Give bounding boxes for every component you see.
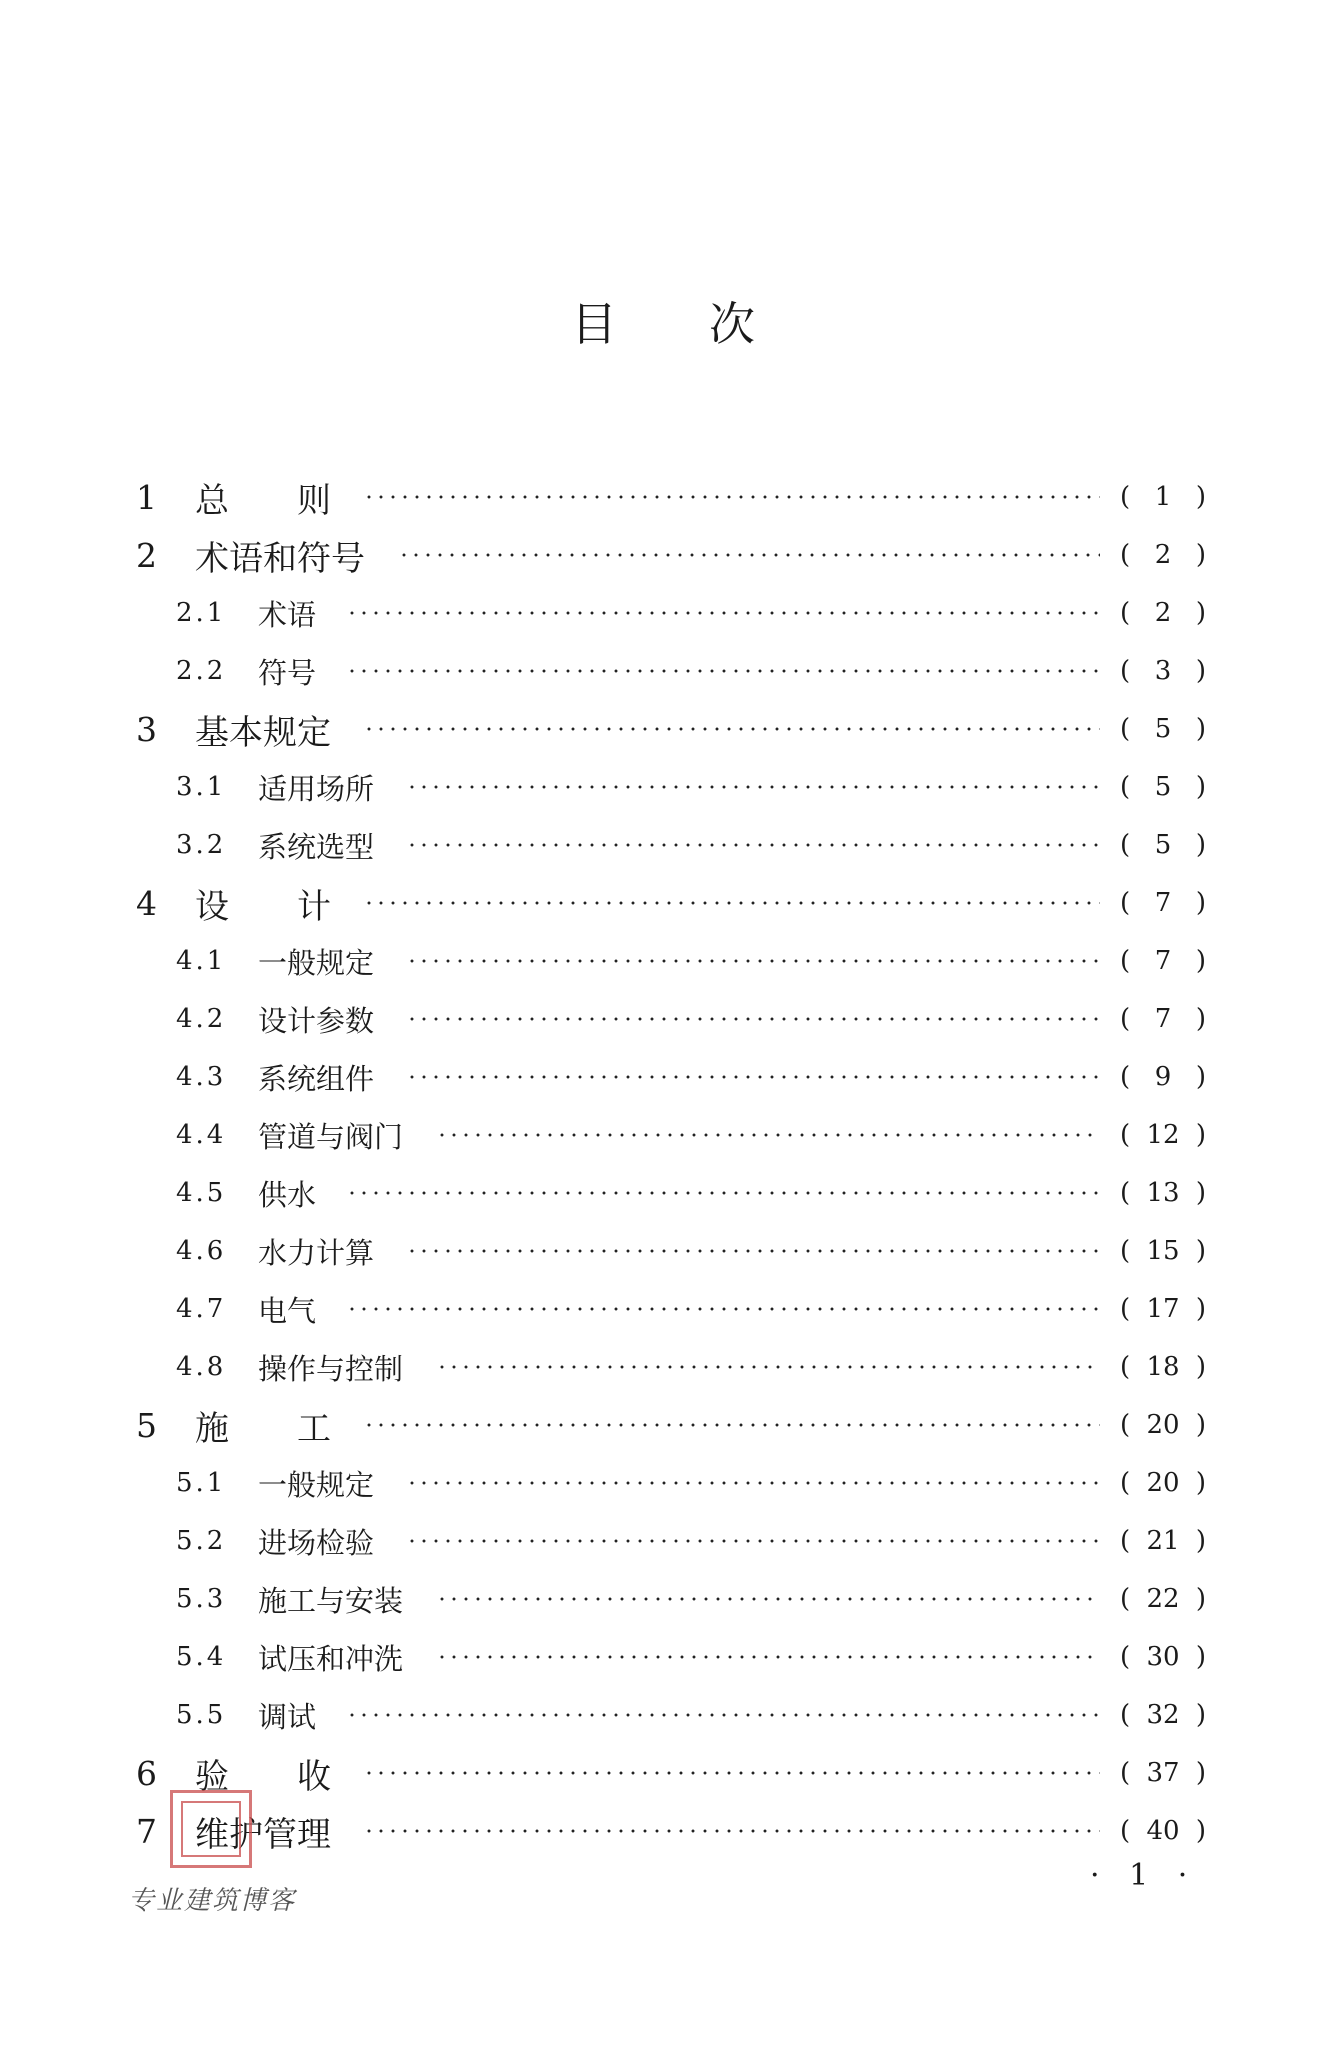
open-paren: ( [1120, 1004, 1131, 1034]
toc-title: 施 工 [195, 1408, 331, 1449]
page-number: · 1 · [1090, 1858, 1198, 1893]
toc-chapter-row[interactable] [0, 874, 1326, 932]
toc-page-ref [1120, 1120, 1206, 1150]
close-paren: ) [1195, 1816, 1206, 1846]
toc-page-number: 2 [1154, 598, 1172, 628]
toc-number: 5.4 [176, 1642, 227, 1672]
toc-page-ref [1120, 946, 1206, 976]
close-paren: ) [1195, 888, 1206, 918]
close-paren: ) [1195, 1468, 1206, 1498]
toc-page-number: 7 [1154, 946, 1172, 976]
open-paren: ( [1120, 482, 1131, 512]
close-paren: ) [1195, 1700, 1206, 1730]
toc-number: 4.2 [176, 1004, 227, 1034]
toc-title: 一般规定 [258, 945, 375, 980]
toc-title: 一般规定 [258, 1467, 375, 1502]
open-paren: ( [1120, 1642, 1131, 1672]
toc-title: 试压和冲洗 [258, 1641, 404, 1676]
toc-page-ref [1120, 1526, 1206, 1556]
toc-page-number: 7 [1154, 888, 1172, 918]
toc-subsection-row[interactable] [0, 1512, 1326, 1570]
toc-page-ref [1120, 1642, 1206, 1672]
toc-dot-leader [363, 495, 1100, 499]
open-paren: ( [1120, 1236, 1131, 1266]
toc-dot-leader [346, 1713, 1100, 1717]
toc-page-number: 13 [1146, 1178, 1180, 1208]
toc-subsection-row[interactable] [0, 758, 1326, 816]
toc-number: 2 [136, 535, 157, 575]
toc-page-number: 21 [1146, 1526, 1180, 1556]
toc-number: 6 [136, 1753, 157, 1793]
close-paren: ) [1195, 946, 1206, 976]
toc-title: 施工与安装 [258, 1583, 404, 1618]
toc-dot-leader [363, 1423, 1100, 1427]
toc-chapter-row[interactable] [0, 1396, 1326, 1454]
toc-number: 4.1 [176, 946, 227, 976]
toc-title: 电气 [258, 1293, 317, 1328]
toc-dot-leader [406, 1075, 1100, 1079]
seal-stamp [170, 1790, 252, 1868]
open-paren: ( [1120, 1352, 1131, 1382]
close-paren: ) [1195, 1120, 1206, 1150]
open-paren: ( [1120, 1410, 1131, 1440]
toc-title: 维护管理 [195, 1814, 331, 1855]
toc-number: 2.1 [176, 598, 227, 628]
toc-dot-leader [346, 669, 1100, 673]
toc-number: 5.2 [176, 1526, 227, 1556]
toc-dot-leader [436, 1655, 1100, 1659]
toc-page-number: 1 [1154, 482, 1172, 512]
open-paren: ( [1120, 1468, 1131, 1498]
toc-subsection-row[interactable] [0, 1164, 1326, 1222]
open-paren: ( [1120, 772, 1131, 802]
toc-page-ref [1120, 598, 1206, 628]
toc-dot-leader [406, 959, 1100, 963]
toc-page-ref [1120, 1468, 1206, 1498]
toc-page-number: 32 [1146, 1700, 1180, 1730]
close-paren: ) [1195, 1642, 1206, 1672]
open-paren: ( [1120, 714, 1131, 744]
toc-page-ref [1120, 714, 1206, 744]
toc-page-ref [1120, 1758, 1206, 1788]
toc-dot-leader [436, 1365, 1100, 1369]
toc-number: 3.2 [176, 830, 227, 860]
toc-page-ref [1120, 1004, 1206, 1034]
toc-page-number: 20 [1146, 1410, 1180, 1440]
toc-page-ref [1120, 540, 1206, 570]
toc-number: 4.5 [176, 1178, 227, 1208]
open-paren: ( [1120, 946, 1131, 976]
toc-title: 进场检验 [258, 1525, 375, 1560]
toc-number: 5.3 [176, 1584, 227, 1614]
toc-number: 5 [136, 1405, 157, 1445]
close-paren: ) [1195, 656, 1206, 686]
toc-page-number: 20 [1146, 1468, 1180, 1498]
close-paren: ) [1195, 1584, 1206, 1614]
close-paren: ) [1195, 1178, 1206, 1208]
toc-subsection-row[interactable] [0, 1106, 1326, 1164]
toc-page-ref [1120, 1062, 1206, 1092]
toc-number: 4.3 [176, 1062, 227, 1092]
toc-title: 系统组件 [258, 1061, 375, 1096]
toc-dot-leader [363, 901, 1100, 905]
toc-title: 基本规定 [195, 712, 331, 753]
toc-title: 术语和符号 [195, 538, 365, 579]
toc-number: 4.4 [176, 1120, 227, 1150]
close-paren: ) [1195, 598, 1206, 628]
toc-subsection-row[interactable] [0, 1570, 1326, 1628]
toc-dot-leader [363, 727, 1100, 731]
toc-dot-leader [436, 1597, 1100, 1601]
close-paren: ) [1195, 714, 1206, 744]
toc-page-ref [1120, 1178, 1206, 1208]
toc-title: 调试 [258, 1699, 317, 1734]
toc-dot-leader [406, 1539, 1100, 1543]
close-paren: ) [1195, 1062, 1206, 1092]
open-paren: ( [1120, 888, 1131, 918]
toc-dot-leader [398, 553, 1100, 557]
open-paren: ( [1120, 1120, 1131, 1150]
toc-title: 操作与控制 [258, 1351, 404, 1386]
toc-page-number: 15 [1146, 1236, 1180, 1266]
toc-dot-leader [406, 785, 1100, 789]
toc-dot-leader [406, 1017, 1100, 1021]
toc-page-number: 30 [1146, 1642, 1180, 1672]
toc-page-ref [1120, 482, 1206, 512]
page-title: 目 次 [571, 297, 755, 351]
close-paren: ) [1195, 1758, 1206, 1788]
close-paren: ) [1195, 1004, 1206, 1034]
toc-number: 4.6 [176, 1236, 227, 1266]
toc-dot-leader [406, 1249, 1100, 1253]
seal-inner-frame [181, 1801, 241, 1857]
open-paren: ( [1120, 1584, 1131, 1614]
close-paren: ) [1195, 1236, 1206, 1266]
toc-subsection-row[interactable] [0, 816, 1326, 874]
close-paren: ) [1195, 1294, 1206, 1324]
open-paren: ( [1120, 830, 1131, 860]
toc-page-number: 18 [1146, 1352, 1180, 1382]
toc-dot-leader [346, 1307, 1100, 1311]
toc-dot-leader [406, 843, 1100, 847]
open-paren: ( [1120, 1700, 1131, 1730]
toc-title: 验 收 [195, 1756, 331, 1797]
toc-title: 管道与阀门 [258, 1119, 404, 1154]
toc-number: 3 [136, 709, 157, 749]
toc-chapter-row[interactable] [0, 468, 1326, 526]
toc-title: 设计参数 [258, 1003, 375, 1038]
toc-page-ref [1120, 1700, 1206, 1730]
toc-subsection-row[interactable] [0, 1222, 1326, 1280]
toc-title: 系统选型 [258, 829, 375, 864]
watermark-caption: 专业建筑博客 [128, 1886, 297, 1916]
close-paren: ) [1195, 1526, 1206, 1556]
toc-page-number: 3 [1154, 656, 1172, 686]
toc-page-number: 12 [1146, 1120, 1180, 1150]
toc-chapter-row[interactable] [0, 700, 1326, 758]
toc-page-number: 37 [1146, 1758, 1180, 1788]
open-paren: ( [1120, 1816, 1131, 1846]
toc-chapter-row[interactable] [0, 526, 1326, 584]
toc-dot-leader [363, 1771, 1100, 1775]
toc-page-number: 2 [1154, 540, 1172, 570]
toc-subsection-row[interactable] [0, 584, 1326, 642]
toc-title: 适用场所 [258, 771, 375, 806]
toc-number: 7 [136, 1811, 157, 1851]
toc-subsection-row[interactable] [0, 1048, 1326, 1106]
toc-subsection-row[interactable] [0, 1628, 1326, 1686]
toc-page-ref [1120, 1294, 1206, 1324]
toc-number: 4.7 [176, 1294, 227, 1324]
toc-page-number: 9 [1154, 1062, 1172, 1092]
toc-dot-leader [346, 1191, 1100, 1195]
toc-dot-leader [406, 1481, 1100, 1485]
open-paren: ( [1120, 1758, 1131, 1788]
toc-page-number: 5 [1154, 772, 1172, 802]
toc-title: 供水 [258, 1177, 317, 1212]
toc-number: 3.1 [176, 772, 227, 802]
open-paren: ( [1120, 1178, 1131, 1208]
toc-title: 术语 [258, 597, 317, 632]
close-paren: ) [1195, 1410, 1206, 1440]
toc-subsection-row[interactable] [0, 1280, 1326, 1338]
close-paren: ) [1195, 830, 1206, 860]
close-paren: ) [1195, 482, 1206, 512]
toc-page-ref [1120, 1410, 1206, 1440]
toc-page-ref [1120, 1584, 1206, 1614]
toc-title: 总 则 [195, 480, 331, 521]
toc-subsection-row[interactable] [0, 990, 1326, 1048]
toc-title: 水力计算 [258, 1235, 375, 1270]
open-paren: ( [1120, 598, 1131, 628]
toc-number: 2.2 [176, 656, 227, 686]
close-paren: ) [1195, 1352, 1206, 1382]
toc-subsection-row[interactable] [0, 1338, 1326, 1396]
toc-page-number: 17 [1146, 1294, 1180, 1324]
close-paren: ) [1195, 540, 1206, 570]
toc-title: 符号 [258, 655, 317, 690]
toc-subsection-row[interactable] [0, 1454, 1326, 1512]
toc-page-ref [1120, 830, 1206, 860]
toc-subsection-row[interactable] [0, 642, 1326, 700]
toc-page-ref [1120, 1816, 1206, 1846]
toc-number: 4 [136, 883, 157, 923]
toc-dot-leader [436, 1133, 1100, 1137]
open-paren: ( [1120, 1062, 1131, 1092]
toc-number: 4.8 [176, 1352, 227, 1382]
toc-page-ref [1120, 772, 1206, 802]
toc-page-number: 5 [1154, 714, 1172, 744]
toc-number: 1 [136, 477, 157, 517]
open-paren: ( [1120, 1526, 1131, 1556]
toc-page-number: 7 [1154, 1004, 1172, 1034]
toc-number: 5.1 [176, 1468, 227, 1498]
toc-page-ref [1120, 888, 1206, 918]
toc-page-number: 22 [1146, 1584, 1180, 1614]
toc-page-ref [1120, 1352, 1206, 1382]
close-paren: ) [1195, 772, 1206, 802]
toc-page-number: 40 [1146, 1816, 1180, 1846]
toc-subsection-row[interactable] [0, 932, 1326, 990]
toc-page-ref [1120, 656, 1206, 686]
open-paren: ( [1120, 540, 1131, 570]
toc-number: 5.5 [176, 1700, 227, 1730]
open-paren: ( [1120, 1294, 1131, 1324]
open-paren: ( [1120, 656, 1131, 686]
toc-page-number: 5 [1154, 830, 1172, 860]
toc-title: 设 计 [195, 886, 331, 927]
toc-page-ref [1120, 1236, 1206, 1266]
toc-dot-leader [346, 611, 1100, 615]
toc-subsection-row[interactable] [0, 1686, 1326, 1744]
toc-dot-leader [363, 1829, 1100, 1833]
